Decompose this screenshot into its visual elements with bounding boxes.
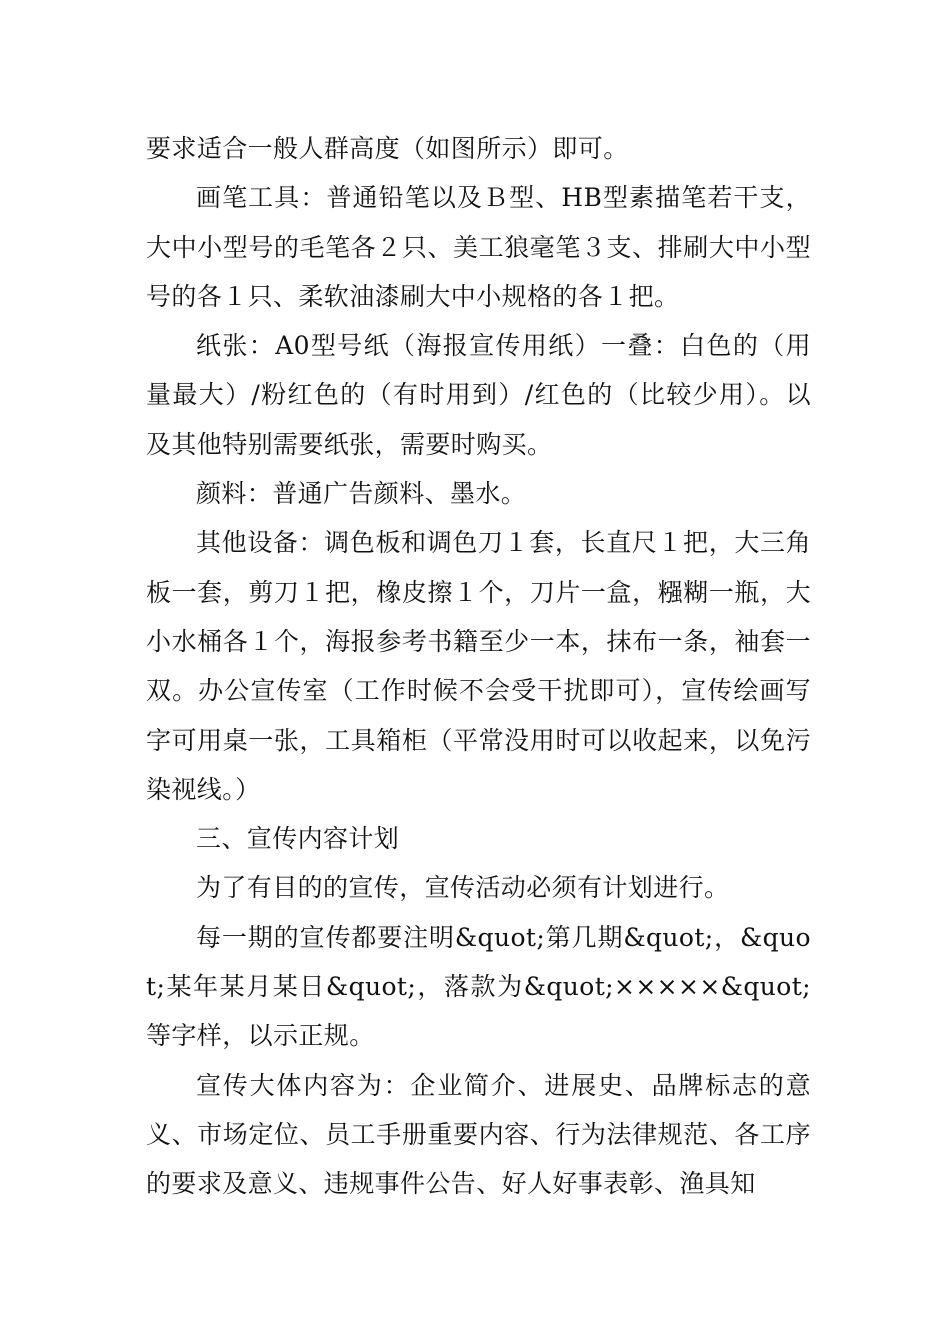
paragraph-height-requirement: 要求适合一般人群高度（如图所示）即可。 (146, 134, 629, 163)
paragraph-paper: 纸张：A0型号纸（海报宣传用纸）一叠：白色的（用量最大）/粉红色的（有时用到）/红色的（比较少用）。以及其他特别需要纸张，需要时购买。 (146, 331, 811, 459)
paragraph-general-content: 宣传大体内容为：企业简介、进展史、品牌标志的意义、市场定位、员工手册重要内容、行为法律规范、各工序的要求及意义、违规事件公告、好人好事表彰、渔具知 (146, 1070, 811, 1199)
section-heading-content-plan: 三、宣传内容计划 (196, 824, 400, 854)
paragraph-pigments: 颜料：普通广告颜料、墨水。 (196, 479, 527, 509)
paragraph-other-equipment: 其他设备：调色板和调色刀１套，长直尺１把，大三角板一套，剪刀１把，橡皮擦１个，刀片一盒，糨糊一瓶，大小水桶各１个，海报参考书籍至少一本，抹布一条，袖套一双。办公宣传室（工作时候不会受干扰即可），宣传绘画写字可用桌一张，工具箱柜（平常没用时可以收起来，以免污染视线。） (146, 528, 811, 804)
paragraph-plan-purpose: 为了有目的的宣传，宣传活动必须有计划进行。 (196, 873, 730, 903)
document-body (146, 124, 811, 1209)
paragraph-brush-tools: 画笔工具：普通铅笔以及Ｂ型、HB型素描笔若干支，大中小型号的毛笔各２只、美工狼毫笔３支、排刷大中小型号的各１只、柔软油漆刷大中小规格的各１把。 (146, 183, 811, 311)
paragraph-issue-labeling: 每一期的宣传都要注明&quot;第几期&quot;，&quot;某年某月某日&quot;，落款为&quot;×××××&quot;等字样，以示正规。 (146, 922, 811, 1051)
